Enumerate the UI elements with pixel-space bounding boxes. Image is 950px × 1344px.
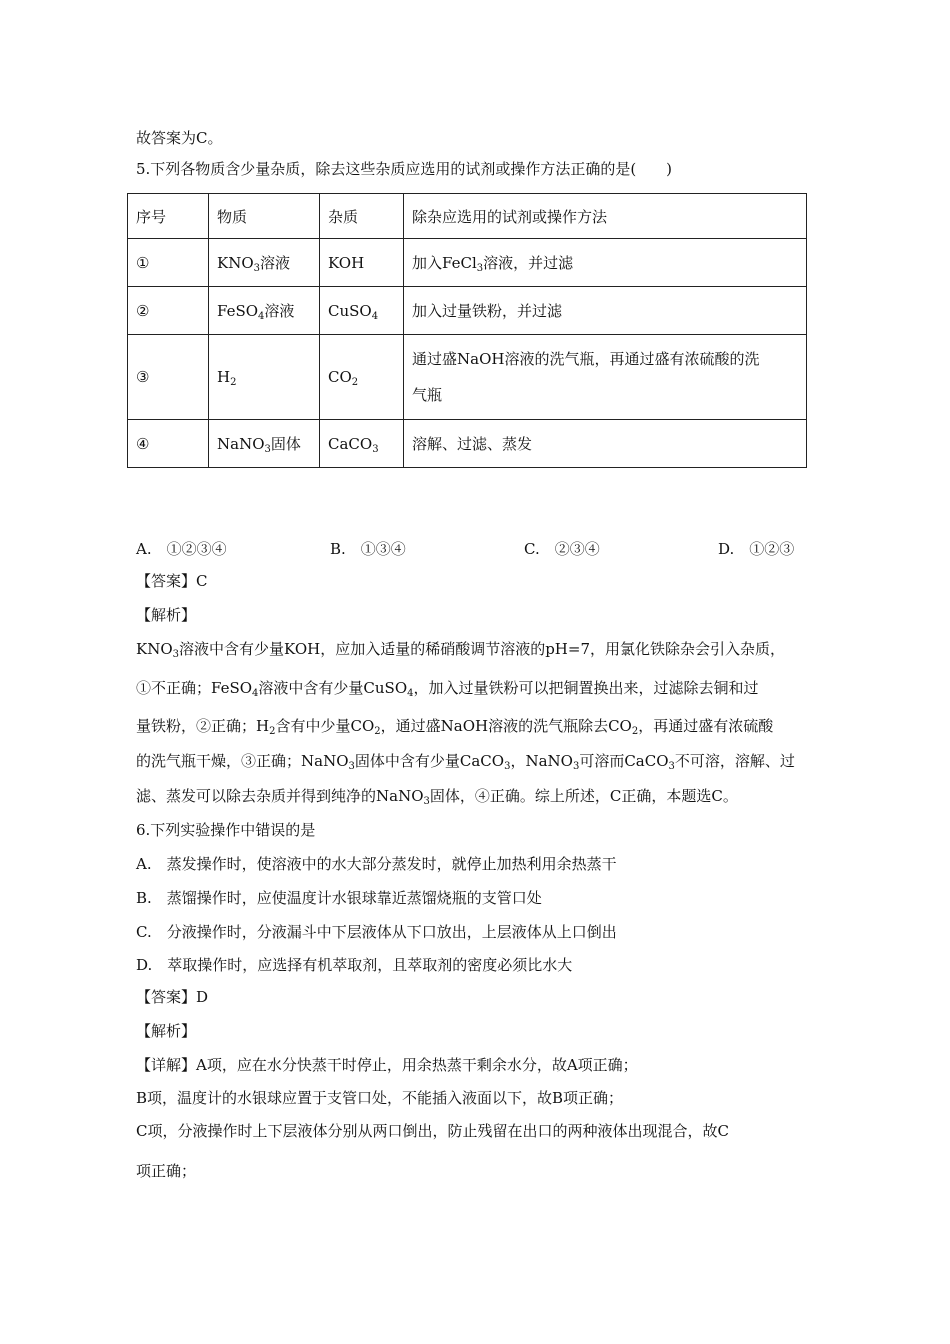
analysis-line: $KNO_3$溶液中含有少量KOH，应加入适量的稀硝酸调节溶液的pH=7，用氯化铁除杂会引入杂质， (136, 640, 785, 660)
row-number: ③ (128, 335, 209, 420)
detail-line: C项，分液操作时上下层液体分别从两口倒出，防止残留在出口的两种液体出现混合，故C (136, 1122, 729, 1140)
option-c: C. ②③④ (524, 540, 600, 558)
question-6-analysis-label: 【解析】 (136, 1022, 197, 1040)
method-cell: 加入FeCl$_3$溶液，并过滤 (404, 239, 807, 287)
substance-cell: $KNO_3$溶液 (209, 239, 320, 287)
analysis-line: 的洗气瓶干燥，③正确；NaNO$_3$固体中含有少量CaCO$_3$，NaNO$_3$可溶而CaCO$_3$不可溶，溶解、过 (136, 752, 795, 772)
question-5-table (127, 193, 807, 468)
question-5-analysis-label: 【解析】 (136, 606, 197, 624)
header-cell: 除杂应选用的试剂或操作方法 (404, 194, 807, 239)
option-b: B. ①③④ (330, 540, 406, 558)
row-number: ② (128, 287, 209, 335)
analysis-line: 量铁粉，②正确；$H_2$含有中少量$CO_2$，通过盛NaOH溶液的洗气瓶除去$CO_2$，再通过盛有浓硫酸 (136, 717, 774, 737)
table-row (128, 420, 807, 468)
method-cell: 通过盛NaOH溶液的洗气瓶，再通过盛有浓硫酸的洗 气瓶 (404, 335, 807, 420)
row-number: ① (128, 239, 209, 287)
header-cell: 杂质 (320, 194, 404, 239)
previous-answer-conclusion: 故答案为C。 (136, 129, 223, 147)
row-number: ④ (128, 420, 209, 468)
impurity-cell: KOH (320, 239, 404, 287)
table-header-row (128, 194, 807, 239)
question-5-stem: 5.下列各物质含少量杂质，除去这些杂质应选用的试剂或操作方法正确的是( ) (136, 160, 673, 178)
substance-cell: FeSO$_4$溶液 (209, 287, 320, 335)
question-5-answer: 【答案】C (136, 572, 208, 590)
method-cell: 溶解、过滤、蒸发 (404, 420, 807, 468)
detail-line: 【详解】A项，应在水分快蒸干时停止，用余热蒸干剩余水分，故A项正确； (136, 1056, 638, 1074)
question-5-options (136, 538, 816, 558)
q6-option-d: D. 萃取操作时，应选择有机萃取剂，且萃取剂的密度必须比水大 (136, 956, 573, 974)
analysis-line: 滤、蒸发可以除去杂质并得到纯净的NaNO$_3$固体，④正确。综上所述，C正确，本题选C。 (136, 787, 738, 807)
substance-cell: NaNO$_3$固体 (209, 420, 320, 468)
q6-option-a: A. 蒸发操作时，使溶液中的水大部分蒸发时，就停止加热利用余热蒸干 (136, 855, 617, 873)
option-d: D. ①②③ (718, 540, 795, 558)
detail-line: 项正确； (136, 1162, 197, 1180)
q6-option-c: C. 分液操作时，分液漏斗中下层液体从下口放出，上层液体从上口倒出 (136, 923, 617, 941)
method-cell: 加入过量铁粉，并过滤 (404, 287, 807, 335)
substance-cell: $H_2$ (209, 335, 320, 420)
question-6-stem: 6.下列实验操作中错误的是 (136, 821, 316, 839)
header-cell: 序号 (128, 194, 209, 239)
impurity-cell: $CO_2$ (320, 335, 404, 420)
impurity-cell: CaCO$_3$ (320, 420, 404, 468)
q6-option-b: B. 蒸馏操作时，应使温度计水银球靠近蒸馏烧瓶的支管口处 (136, 889, 542, 907)
analysis-line: ①不正确；FeSO$_4$溶液中含有少量CuSO$_4$，加入过量铁粉可以把铜置换出来，过滤除去铜和过 (136, 679, 759, 699)
option-a: A. ①②③④ (136, 540, 227, 558)
question-6-answer: 【答案】D (136, 988, 209, 1006)
table-row (128, 287, 807, 335)
table-row (128, 335, 807, 420)
table-row (128, 239, 807, 287)
header-cell: 物质 (209, 194, 320, 239)
impurity-cell: CuSO$_4$ (320, 287, 404, 335)
detail-line: B项，温度计的水银球应置于支管口处，不能插入液面以下，故B项正确； (136, 1089, 624, 1107)
